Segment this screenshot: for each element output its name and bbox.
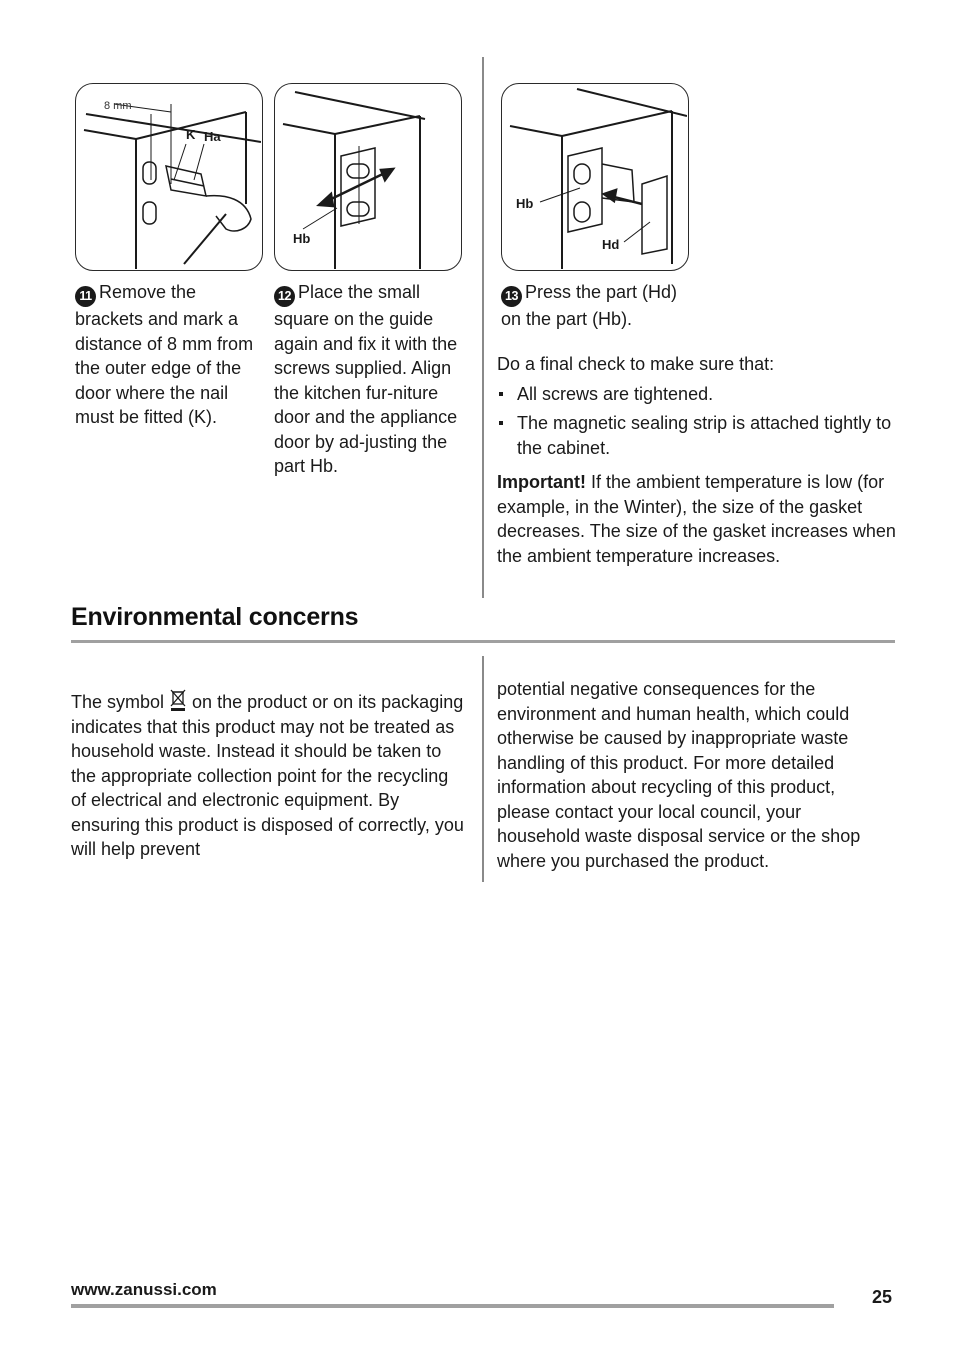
section-title: Environmental concerns [71,603,359,631]
label-hd: Hd [602,237,620,252]
footer-rule [71,1304,834,1308]
column-divider-bottom [482,656,484,882]
crossed-out-wheelie-bin-icon [169,689,187,711]
step-text: Press the part (Hd) on the part (Hb). [501,282,678,329]
section-title-rule [71,640,895,643]
environment-text-left [71,689,466,862]
list-item-text: All screws are tightened. [517,383,714,404]
important-text: If the ambient temperature is low (for example, in the Winter), the size of the gasket decreases. The size of the gasket increases when the ambient temperature increases. [497,472,896,566]
column-divider-top [482,57,484,598]
step-13-caption [501,280,691,332]
environment-text-right [497,677,889,873]
important-label: Important! [497,472,586,492]
door-guide-diagram-12 [275,84,460,269]
figure-step-12 [274,83,462,271]
environment-text-rest: on the product or on its packaging indicates that this product may not be treated as household waste. Instead it should be taken to the appropriate collection point for the recycling of electrical and electronic equipment. By ensuring this product is disposed of correctly, you will help prevent [71,692,464,859]
bullet-icon [499,392,503,396]
list-item [497,382,897,407]
label-k: K [186,127,196,142]
step-text: Place the small square on the guide again and fix it with the screws supplied. Align the kitchen fur-niture door and the appliance door by ad-justing the part Hb. [274,282,458,476]
final-check-list [497,382,897,461]
step-number-badge: 12 [274,286,295,307]
step-number-badge: 11 [75,286,96,307]
step-number-badge: 13 [501,286,522,307]
final-check-block [497,352,897,568]
figure-step-13 [501,83,689,271]
important-note [497,470,897,568]
label-hb: Hb [516,196,534,211]
list-item-text: The magnetic sealing strip is attached tightly to the cabinet. [517,413,892,458]
bullet-icon [499,421,503,425]
environment-text-start: The symbol [71,692,170,712]
label-ha: Ha [204,129,221,144]
footer-website-link[interactable]: www.zanussi.com [71,1280,217,1299]
step-12-caption [274,280,464,479]
step-text: Remove the brackets and mark a distance of 8 mm from the outer edge of the door where the nail must be fitted (K). [75,282,254,427]
final-check-intro: Do a final check to make sure that: [497,354,775,374]
page-number: 25 [872,1287,893,1307]
door-part-diagram-13 [502,84,687,269]
list-item [497,411,897,460]
figure-step-11 [75,83,263,271]
step-11-caption [75,280,265,430]
environment-text-continued: potential negative consequences for the environment and human health, which could otherwise be caused by inappropriate waste handling of this product. For more detailed information about recycling of this product, please contact your local council, your household waste disposal service or the shop where you purchased the product. [497,679,861,871]
dimension-label: 8 mm [104,100,132,112]
label-hb: Hb [293,231,311,246]
door-bracket-diagram-11 [76,84,261,269]
